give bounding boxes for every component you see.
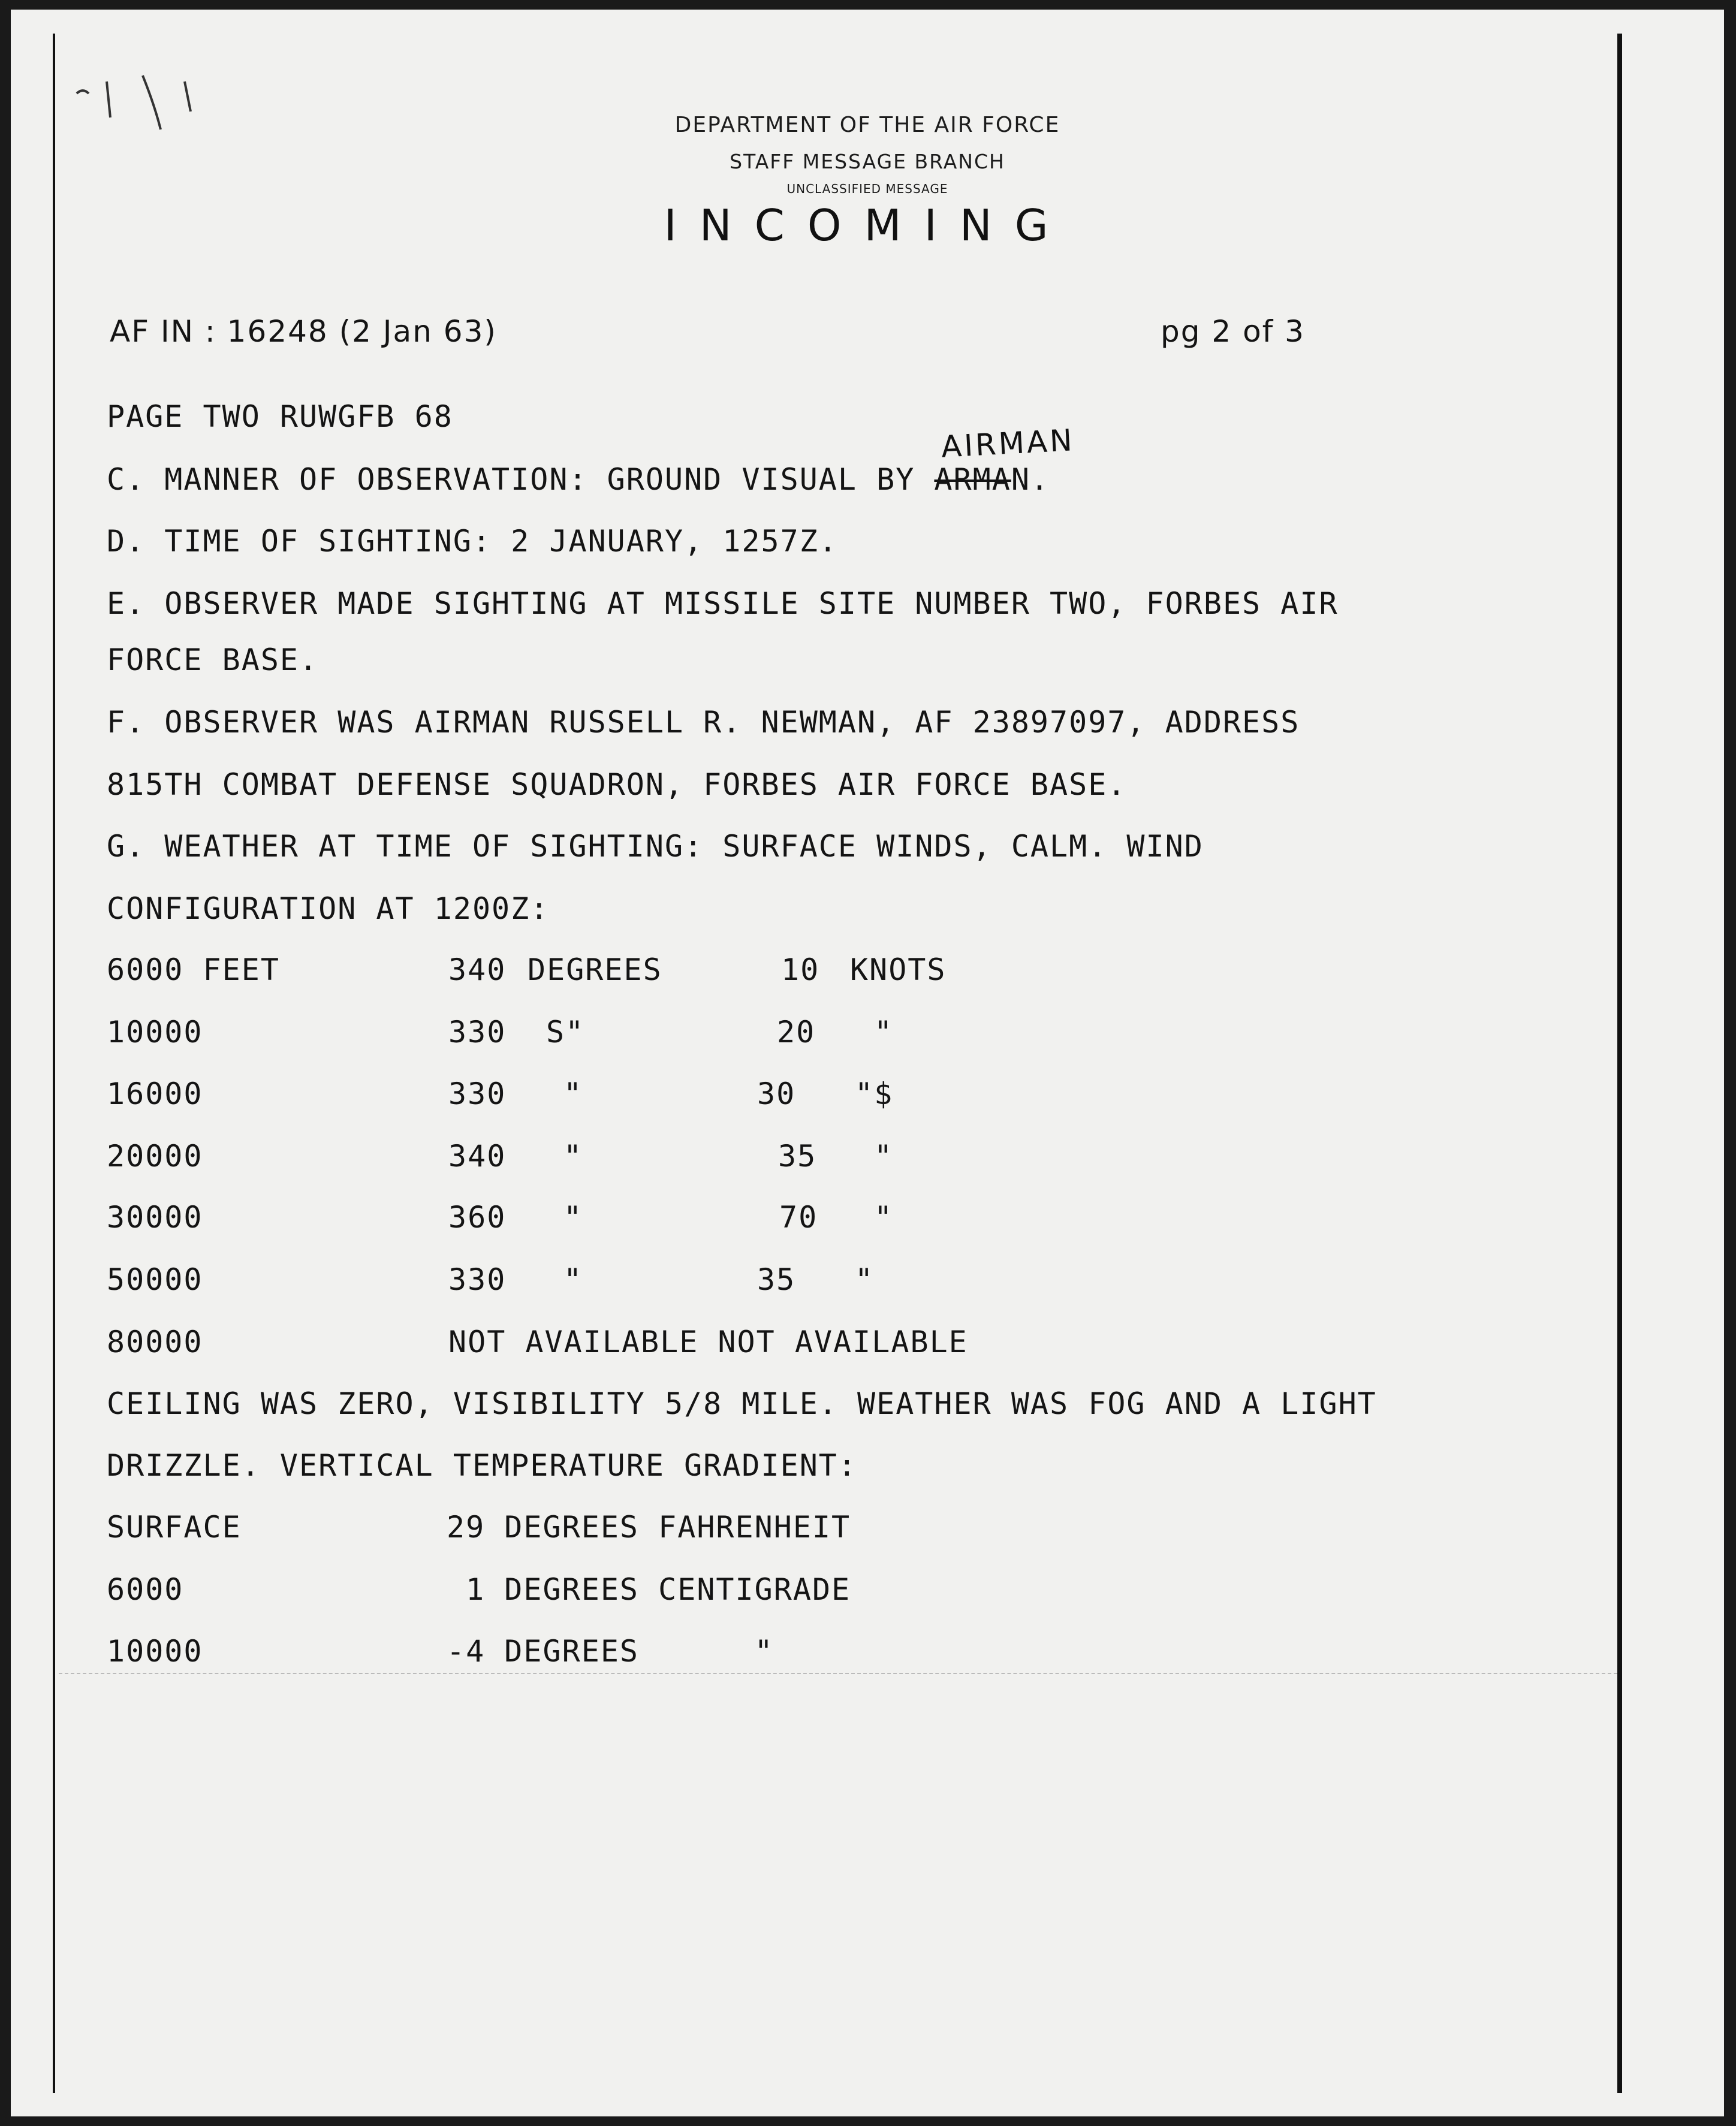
message-reference: AF IN : 16248 (2 Jan 63) <box>110 314 497 349</box>
wind-speed-unit: " <box>855 1262 875 1297</box>
wind-altitude: 6000 FEET <box>107 952 280 987</box>
item-e-line1: E. OBSERVER MADE SIGHTING AT MISSILE SITE NUMBER TWO, FORBES AIR <box>107 586 1339 621</box>
wind-altitude: 80000 <box>107 1325 203 1359</box>
item-f-line2: 815TH COMBAT DEFENSE SQUADRON, FORBES AIR FORCE BASE. <box>107 767 1127 802</box>
wind-direction: 330 <box>448 1076 507 1111</box>
wind-speed-unit: " <box>874 1200 894 1235</box>
wind-direction-unit: " <box>563 1076 583 1111</box>
wind-direction-unit: " <box>563 1200 583 1235</box>
classification-label: UNCLASSIFIED MESSAGE <box>786 182 948 196</box>
item-g-line2: CONFIGURATION AT 1200Z: <box>107 891 550 926</box>
item-f-line1: F. OBSERVER WAS AIRMAN RUSSELL R. NEWMAN, AF 23897097, ADDRESS <box>107 705 1300 740</box>
struck-text: ARMA <box>934 462 1011 497</box>
wind-direction-unit: S" <box>546 1015 585 1050</box>
wind-speed: 10 <box>781 952 820 987</box>
item-c <box>107 462 1050 497</box>
conditions-line1: CEILING WAS ZERO, VISIBILITY 5/8 MILE. WEATHER WAS FOG AND A LIGHT <box>107 1386 1377 1421</box>
wind-speed-unit: KNOTS <box>850 952 947 987</box>
conditions-line2: DRIZZLE. VERTICAL TEMPERATURE GRADIENT: <box>107 1448 857 1483</box>
wind-altitude: 50000 <box>107 1262 203 1297</box>
wind-direction: 330 <box>448 1015 507 1050</box>
item-d: D. TIME OF SIGHTING: 2 JANUARY, 1257Z. <box>107 524 838 559</box>
wind-direction-unit: " <box>563 1139 583 1174</box>
wind-direction: 330 <box>448 1262 507 1297</box>
wind-direction: 340 <box>448 1139 507 1174</box>
incoming-title: INCOMING <box>664 200 1071 251</box>
wind-unavailable: NOT AVAILABLE NOT AVAILABLE <box>448 1325 968 1359</box>
temp-altitude: 10000 <box>107 1634 203 1669</box>
ink-marks <box>65 58 263 153</box>
temp-value: 29 DEGREES FAHRENHEIT <box>447 1510 851 1545</box>
department-heading: DEPARTMENT OF THE AIR FORCE <box>674 113 1060 137</box>
temp-value: 1 DEGREES CENTIGRADE <box>447 1572 851 1607</box>
wind-speed-unit: " <box>874 1139 894 1174</box>
handwritten-correction: AIRMAN <box>940 423 1075 465</box>
wind-speed: 30 <box>757 1076 796 1111</box>
temp-altitude: 6000 <box>107 1572 184 1607</box>
item-e-line2: FORCE BASE. <box>107 643 319 677</box>
page-number: pg 2 of 3 <box>1161 314 1305 349</box>
wind-speed: 20 <box>777 1015 816 1050</box>
wind-altitude: 30000 <box>107 1200 203 1235</box>
wind-direction: 360 <box>448 1200 507 1235</box>
wind-speed: 35 <box>778 1139 817 1174</box>
wind-altitude: 16000 <box>107 1076 203 1111</box>
wind-altitude: 10000 <box>107 1015 203 1050</box>
document-sheet <box>11 10 1724 2116</box>
wind-direction-unit: DEGREES <box>528 952 662 987</box>
wind-speed: 35 <box>757 1262 796 1297</box>
item-c-end: N. <box>1011 462 1050 497</box>
wind-altitude: 20000 <box>107 1139 203 1174</box>
branch-heading: STAFF MESSAGE BRANCH <box>730 150 1005 173</box>
item-g-line1: G. WEATHER AT TIME OF SIGHTING: SURFACE WINDS, CALM. WIND <box>107 829 1204 864</box>
wind-speed: 70 <box>779 1200 818 1235</box>
wind-direction: 340 <box>448 952 507 987</box>
page-line: PAGE TWO RUWGFB 68 <box>107 399 453 434</box>
item-c-text: C. MANNER OF OBSERVATION: GROUND VISUAL BY <box>107 462 935 497</box>
wind-speed-unit: "$ <box>855 1076 894 1111</box>
temp-altitude: SURFACE <box>107 1510 242 1545</box>
wind-direction-unit: " <box>563 1262 583 1297</box>
temp-value: -4 DEGREES " <box>447 1634 774 1669</box>
page-divider <box>59 1673 1617 1674</box>
wind-speed-unit: " <box>874 1015 894 1050</box>
